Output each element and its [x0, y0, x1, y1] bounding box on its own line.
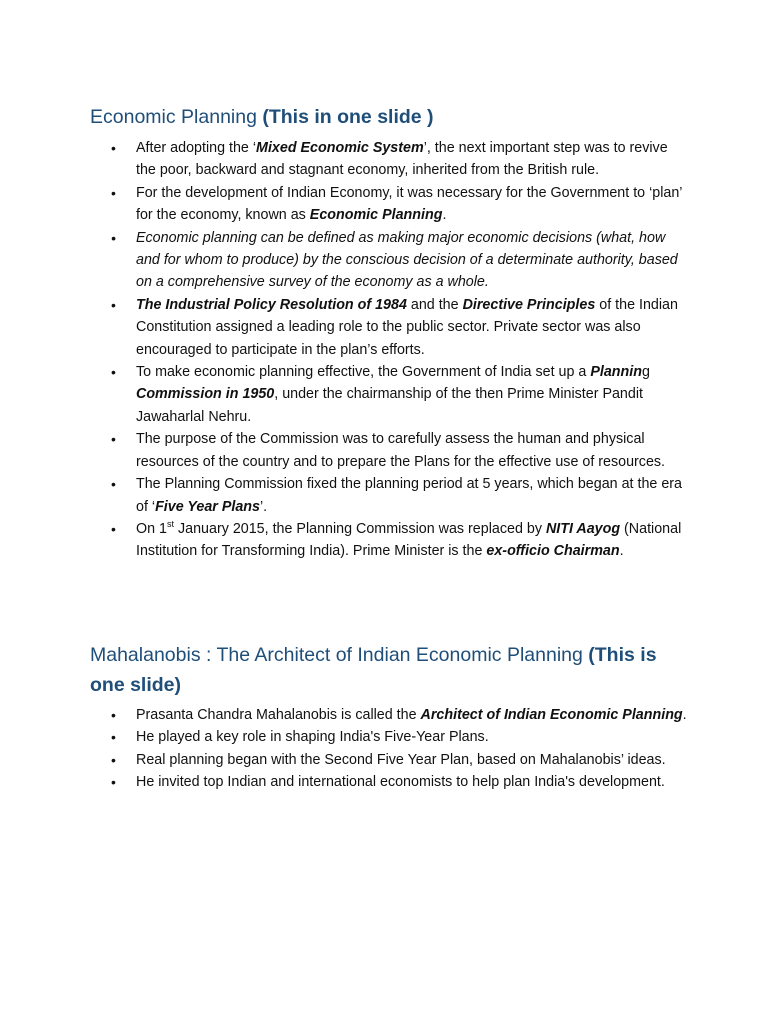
text: g [641, 364, 650, 381]
list-item [90, 726, 690, 748]
text: and the [406, 296, 463, 313]
text: He invited top Indian and international economists to help plan India's development. [136, 774, 665, 791]
list-item [90, 137, 690, 182]
text: To make economic planning effective, the Government of India set up a [136, 364, 591, 381]
text: Prasanta Chandra Mahalanobis is called the [136, 707, 421, 723]
text: . [619, 543, 624, 560]
list-item [90, 227, 690, 294]
text: . [442, 207, 447, 224]
list-item [90, 473, 690, 518]
text: , under the chairmanship of the then Prime Minister Pandit Jawaharlal Nehru. [136, 386, 643, 425]
emphasis: Economic Planning [309, 207, 443, 224]
list-item [90, 361, 690, 428]
bullet-list [90, 137, 690, 563]
text: Real planning began with the Second Five Year Plan, based on Mahalanobis’ ideas. [136, 751, 666, 768]
section-economic-planning [90, 102, 690, 563]
emphasis: ex-officio Chairman [486, 543, 620, 560]
text: Economic planning can be defined as making major economic decisions (what, how and for whom to produce) by the conscious decision of a determinate authority, based on a comprehensive survey of the economy as a whole. [136, 229, 678, 291]
text: . [682, 707, 687, 723]
text: ’, the next important step was to revive the poor, backward and stagnant economy, inherited from the British rule. [136, 140, 668, 179]
list-item [90, 294, 690, 361]
emphasis: NITI Aayog [545, 520, 621, 537]
text: He played a key role in shaping India's Five-Year Plans. [136, 729, 489, 746]
text: After adopting the ‘ [136, 140, 257, 156]
text: ’. [260, 498, 268, 515]
text: The Planning Commission fixed the planning period at 5 years, which began at the era of ‘ [136, 476, 682, 515]
list-item [90, 518, 690, 563]
text: The purpose of the Commission was to carefully assess the human and physical resources of the country and to prepare the Plans for the effective use of resources. [136, 431, 666, 470]
superscript: st [167, 519, 175, 530]
emphasis: Commission in 1950 [136, 386, 275, 403]
text: (National Institution for Transforming India). Prime Minister is the [136, 520, 682, 560]
text: January 2015, the Planning Commission was replaced by [174, 520, 546, 537]
list-item [90, 771, 690, 793]
emphasis: The Industrial Policy Resolution of 1984 [136, 296, 407, 313]
heading-text: Economic Planning [90, 106, 257, 128]
list-item [90, 182, 690, 227]
text: On 1 [136, 520, 167, 537]
list-item [90, 749, 690, 771]
list-item [90, 428, 690, 473]
section-heading [90, 102, 690, 132]
section-heading [90, 640, 690, 700]
text: For the development of Indian Economy, it was necessary for the Government to ‘plan’ for the economy, known as [136, 184, 682, 224]
emphasis: Directive Principles [462, 296, 596, 313]
emphasis: Architect of Indian Economic Planning [420, 707, 683, 723]
emphasis: Mixed Economic System [256, 140, 424, 156]
heading-note: (This is one slide) [90, 644, 657, 696]
bullet-list [90, 704, 690, 794]
heading-text: Mahalanobis : The Architect of Indian Economic Planning [90, 644, 583, 666]
heading-note: (This in one slide ) [262, 106, 434, 128]
list-item [90, 704, 690, 726]
text: of the Indian Constitution assigned a leading role to the public sector. Private sector was also encouraged to participate in the plan’s efforts. [136, 296, 678, 358]
emphasis: Five Year Plans [155, 498, 260, 515]
emphasis: Plannin [590, 364, 642, 381]
section-mahalanobis [90, 640, 690, 794]
